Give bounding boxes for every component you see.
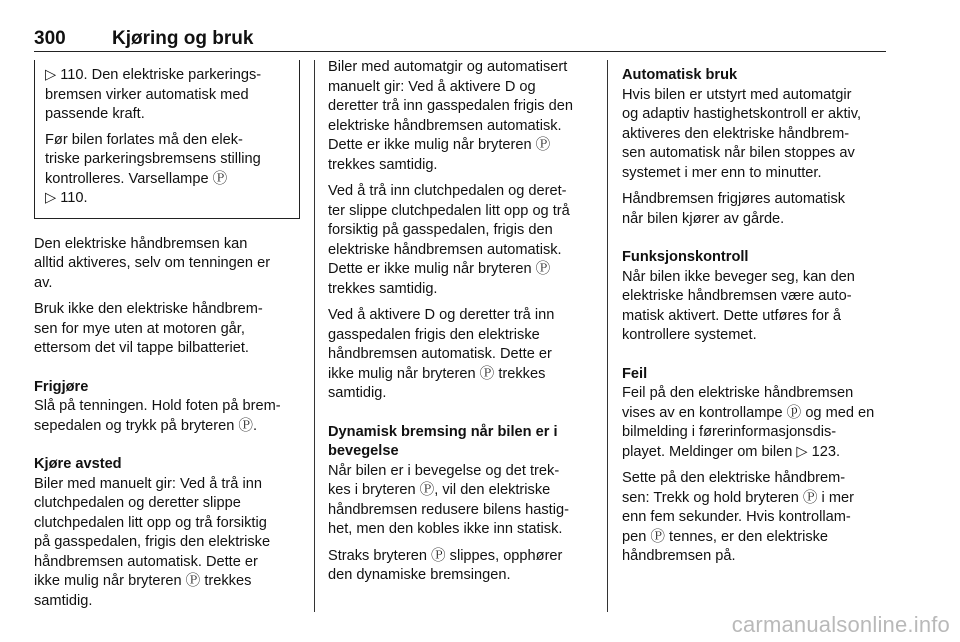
paragraph [622,469,888,567]
text-line: matisk aktivert. Dette utføres for å [622,307,841,324]
paragraph [34,235,298,294]
text-line: Biler med manuelt gir: Ved å trå inn [34,475,262,492]
text-line: trekkes samtidig. [328,280,438,297]
text-line: ▷ 110. [45,190,88,206]
text-line: het, men den kobles ikke inn statisk. [328,521,563,537]
text-line: samtidig. [34,592,93,609]
text-line: Dette er ikke mulig når bryteren Ⓟ [328,261,551,277]
text-line: sen automatisk når bilen stoppes av [622,145,855,161]
text-line: gasspedalen frigis den elektriske [328,326,540,343]
text-line: Når bilen er i bevegelse og det trek- [328,462,560,479]
text-line: manuelt gir: Ved å aktivere D og [328,78,536,95]
text-line: kontrolleres. Varsellampe Ⓟ [45,170,228,187]
section-automatic [622,66,888,183]
section-heading: Dynamisk bremsing når bilen er i [328,423,558,440]
text-line: ikke mulig når bryteren Ⓟ trekkes [34,573,252,589]
section-release [34,378,298,437]
text-line: enn fem sekunder. Hvis kontrollam- [622,509,851,525]
text-line: Den elektriske håndbremsen kan [34,235,248,252]
text-line: deretter trå inn gasspedalen frigis den [328,98,574,114]
column-right [622,66,888,574]
text-line: ettersom det vil tappe bilbatteriet. [34,340,249,356]
text-line: alltid aktiveres, selv om tenningen er [34,255,271,271]
watermark: carmanualsonline.info [731,612,950,637]
text-line: håndbremsen automatisk. Dette er [328,346,552,362]
section-heading: Frigjøre [34,378,89,395]
text-line: på gasspedalen, frigis den elektriske [34,534,271,550]
header-rule [34,51,886,52]
page-title: Kjøring og bruk [112,28,254,49]
text-line: Bruk ikke den elektriske håndbrem- [34,301,263,317]
text-line: Biler med automatgir og automatisert [328,59,568,75]
section-heading: Funksjonskontroll [622,249,749,265]
section-dynamic-braking [328,423,596,540]
notice-paragraph [45,131,289,209]
text-line: ▷ 110. Den elektriske parkerings- [45,67,262,83]
column-middle [328,58,596,593]
text-line: elektriske håndbremsen være auto- [622,288,852,304]
text-line: håndbremsen på. [622,548,736,564]
section-heading: bevegelse [328,443,399,459]
text-line: Når bilen ikke beveger seg, kan den [622,268,855,285]
text-line: kes i bryteren Ⓟ, vil den elektriske [328,482,551,498]
text-line: vises av en kontrollampe ⓟ og med en [622,404,875,421]
text-line: sen: Trekk og hold bryteren Ⓟ i mer [622,489,854,506]
text-line: sepedalen og trykk på bryteren Ⓟ. [34,417,258,434]
text-line: og adaptiv hastighetskontroll er aktiv, [622,106,862,122]
section-heading: Feil [622,365,648,382]
text-line: Ved å aktivere D og deretter trå inn [328,307,555,323]
paragraph [328,306,596,404]
text-line: den dynamiske bremsingen. [328,567,511,583]
paragraph [328,547,596,586]
paragraph [34,300,298,359]
text-line: playet. Meldinger om bilen ▷ 123. [622,443,841,460]
text-line: samtidig. [328,385,387,401]
text-line: når bilen kjører av gårde. [622,210,785,227]
text-line: bremsen virker automatisk med [45,86,249,103]
text-line: Feil på den elektriske håndbremsen [622,385,854,401]
text-line: pen Ⓟ tennes, er den elektriske [622,528,829,545]
text-line: Hvis bilen er utstyrt med automatgir [622,86,852,103]
column-divider [607,60,608,612]
text-line: Ved å trå inn clutchpedalen og deret- [328,183,567,199]
text-line: Slå på tenningen. Hold foten på brem- [34,398,281,414]
text-line: elektriske håndbremsen automatisk. [328,117,562,134]
paragraph [328,182,596,299]
section-function-check [622,248,888,346]
text-line: passende kraft. [45,106,145,122]
column-left [34,60,298,618]
notice-box [34,60,300,219]
text-line: aktiveres den elektriske håndbrem- [622,125,850,142]
text-line: håndbremsen redusere bilens hastig- [328,501,569,518]
text-line: kontrollere systemet. [622,327,757,343]
text-line: Dette er ikke mulig når bryteren Ⓟ [328,137,551,153]
text-line: elektriske håndbremsen automatisk. [328,241,562,258]
text-line: systemet i mer enn to minutter. [622,164,822,181]
text-line: clutchpedalen og deretter slippe [34,495,241,511]
column-divider [314,60,315,612]
text-line: ter slippe clutchpedalen litt opp og trå [328,202,570,219]
text-line: bilmelding i førerinformasjonsdis- [622,424,837,440]
paragraph [622,190,888,229]
text-line: sen for mye uten at motoren går, [34,320,245,337]
text-line: Sette på den elektriske håndbrem- [622,470,846,486]
paragraph [328,58,596,175]
text-line: Håndbremsen frigjøres automatisk [622,191,846,207]
text-line: triske parkeringsbremsens stilling [45,151,261,167]
section-heading: Kjøre avsted [34,456,122,472]
section-drive-off [34,455,298,611]
text-line: Før bilen forlates må den elek- [45,131,243,148]
text-line: clutchpedalen litt opp og trå forsiktig [34,514,267,531]
notice-paragraph [45,66,289,125]
page-header [34,28,886,52]
text-line: av. [34,274,53,291]
text-line: Straks bryteren Ⓟ slippes, opphører [328,547,563,564]
text-line: trekkes samtidig. [328,156,438,173]
text-line: håndbremsen automatisk. Dette er [34,553,258,570]
text-line: forsiktig på gasspedalen, frigis den [328,222,553,238]
page-number: 300 [34,28,66,49]
text-line: ikke mulig når bryteren Ⓟ trekkes [328,365,546,382]
section-heading: Automatisk bruk [622,67,738,83]
section-fault [622,365,888,463]
